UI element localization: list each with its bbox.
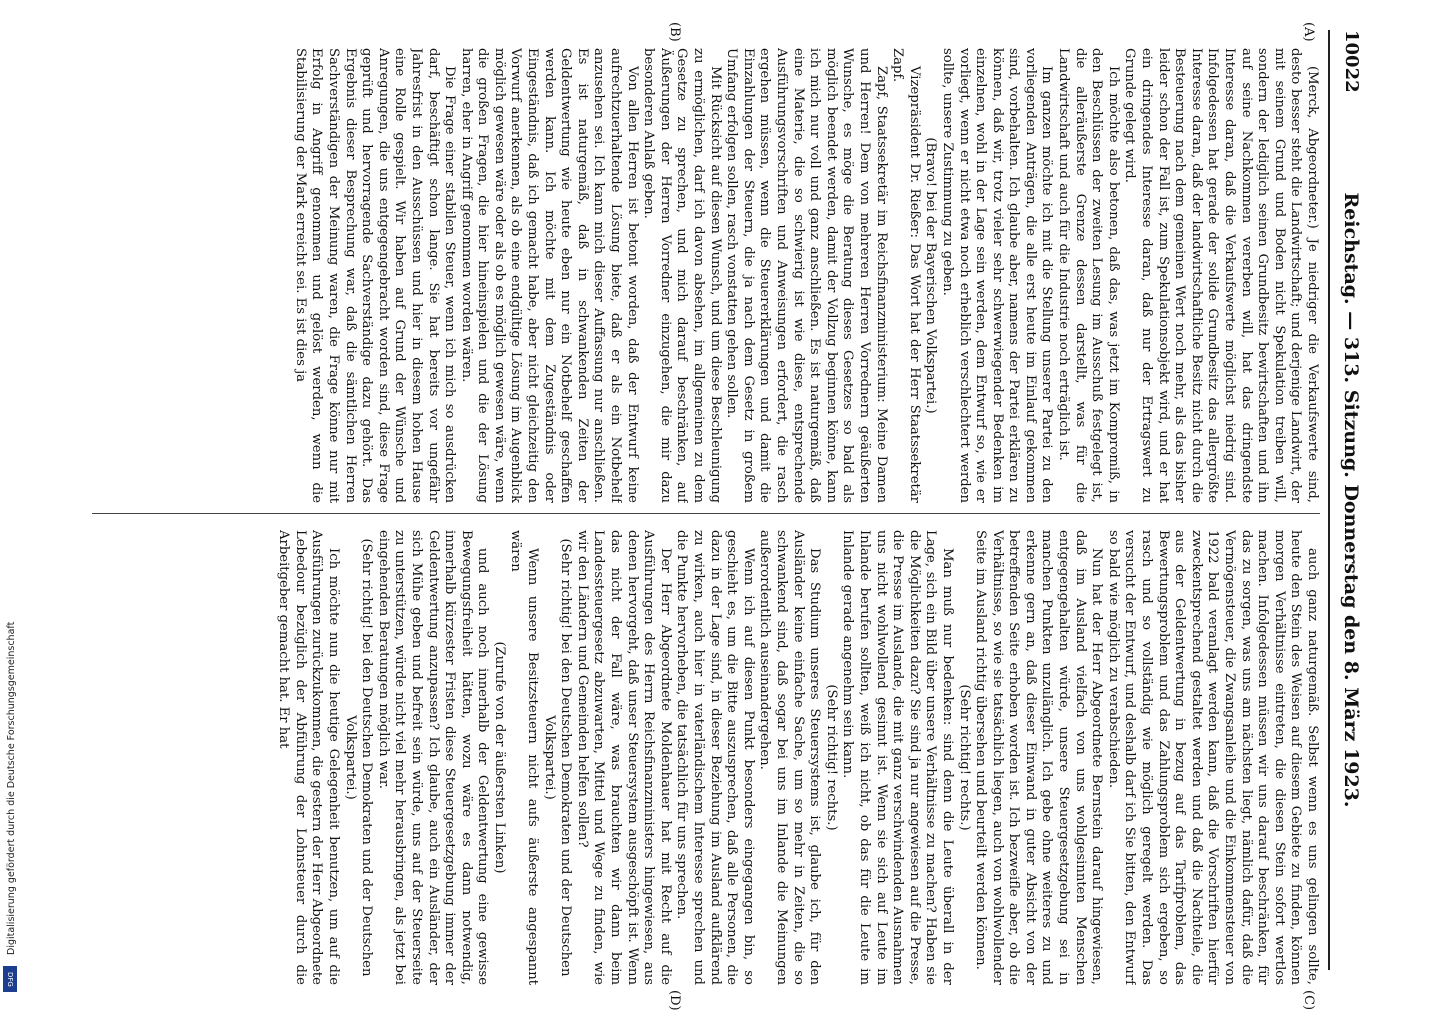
paragraph: Wenn ich auf diesen Punkt besonders eingegangen bin, so geschieht es, um die Bitte auszusprechen, daß alle Personen, die dazu in der Lage sind, in dieser Beziehung im Ausland aufklärend zu wirken, auch hier in vaterländischem Interesse sprechen und die Punkte hervorheben, die tatsächlich für uns sprechen. [674, 530, 756, 985]
paragraph: Vizepräsident Dr. Rießer: Das Wort hat der Herr Staatssekretär Zapf. [890, 48, 922, 503]
margin-mark-a: (A) [1301, 22, 1316, 42]
paragraph: und auch noch innerhalb der Geldentwertung eine gewisse Bewegungsfreiheit hätten, wozu wäre es dann notwendig, innerhalb kürzester Fristen diese Steuergesetzgebung immer der Geldentwertung anzupassen? Ich glaube, auch ein Ausländer, der sich Mühe geben und befreit sein würde, uns auf der Steuerseite zu unterstützen, würde nicht viel mehr herausbringen, als jetzt bei eingehenden Beratungen möglich war. [375, 530, 491, 985]
paragraph: auch ganz naturgemäß. Selbst wenn es uns gelingen sollte, heute den Stein des Weisen auf diesem Gebiete zu finden, können morgen Verhältnisse eintreten, die diesen Stein sofort wertlos machen. Infolgedessen müssen wir uns darauf beschränken, für das zu sorgen, was uns am nächsten liegt, nämlich dafür, daß die Vermögensteuer, die Zwangsanleihe und die Einkommensteuer von 1922 bald veranlagt werden kann, daß die Vorschriften hierfür zweckentsprechend gestaltet werden und daß die Nachteile, die aus der Geldentwertung in bezug auf das Tarifproblem, das Bewertungsproblem und das Zahlungsproblem sich ergeben, so rasch und so vollständig wie möglich geregelt werden. Das versucht der Entwurf, und deshalb darf ich Sie bitten, den Entwurf so bald wie möglich zu verabschieden. [1105, 530, 1320, 985]
credit-text: Digitalisierung gefördert durch die Deutsche Forschungsgemeinschaft [6, 621, 17, 955]
applause-note: (Sehr richtig! rechts.) [823, 684, 839, 831]
newspaper-page [52, 0, 1382, 1011]
paragraph: Ich möchte nun die heutige Gelegenheit benutzen, um auf die Ausführungen zurückzukommen, die gestern der Herr Abgeordnete Lebedour bezüglich der Abführung der Lohnsteuer durch die Arbeitgeber gemacht hat. Er hat [276, 530, 341, 985]
paragraph: Der Herr Abgeordnete Moldenhauer hat mit Recht auf die Ausführungen des Herrn Reichsfinanzministers hingewiesen, aus denen hervorgeht, daß unser Steuersystem ausgeschöpft ist. Wenn das nicht der Fall wäre, was brauchten wir dann beim Landessteuergesetz abzuwarten, Mittel und Wege zu finden, wie wir den Ländern und Gemeinden helfen sollen? [574, 530, 673, 985]
margin-mark-b: (B) [667, 22, 682, 42]
paragraph: Die Frage einer stabilen Steuer, wenn ich mich so ausdrücken darf, beschäftigt schon lange. Sie hat bereits vor ungefähr Jahresfrist in den Ausschüssen und hier in diesem hohen Hause eine Rolle gespielt. Wir haben auf Grund der Wünsche und Anregungen, die uns entgegengebracht worden sind, diese Frage geprüft und hervorragende Sachverständige dazu gehört. Das Ergebnis dieser Besprechung war, daß die sämtlichen Herren Sachverständigen der Meinung waren, die Frage könne nur mit Erfolg in Angriff genommen und gelöst werden, wenn die Stabilisierung der Mark erreicht sei. Es ist dies ja [292, 48, 458, 503]
digitization-credit [4, 40, 20, 980]
paragraph: Mit Rücksicht auf diesen Wunsch, und um diese Beschleunigung zu ermöglichen, darf ich davon absehen, im allgemeinen zu dem Gesetze zu sprechen, und mich darauf beschränken, auf Äußerungen der Herren Vorredner einzugehen, die mir dazu besonderen Anlaß geben. [641, 48, 723, 503]
paragraph: Ich möchte also betonen, daß das, was jetzt im Kompromiß, in den Beschlüssen der zweiten Lesung im Ausschuß festgelegt ist, die alleräußerste Grenze dessen darstellt, was für die Landwirtschaft und auch für die Industrie noch erträglich ist. [1056, 48, 1121, 503]
margin-mark-c: (C) [1301, 990, 1316, 1011]
applause-note: (Sehr richtig! rechts.) [956, 684, 972, 831]
paragraph: Wenn unsere Besitzsteuern nicht aufs äußerste angespannt wären [508, 530, 541, 985]
column-divider [92, 513, 1320, 514]
left-column [92, 48, 1320, 503]
paragraph: Im ganzen möchte ich mit die Stellung unserer Partei zu den vorliegenden Anträgen, die alle erst heute im Einlauf gekommen sind, vorbehalten. Ich glaube aber, namens der Partei erklären zu können, daß wir, trotz vieler sehr schwerwiegender Bedenken im einzelnen, wohl in der Lage sein werden, dem Entwurf so, wie er vorliegt, wenn er nicht etwa noch erheblich verschlechtert werden sollte, unsere Zustimmung zu geben. [939, 48, 1055, 503]
applause-note: (Sehr richtig! bei den Deutschen Demokraten und der Deutschen Volkspartei.) [541, 538, 574, 977]
right-column [92, 530, 1320, 985]
paragraph: Das Studium unseres Steuersystems ist, glaube ich, für den Ausländer keine einfache Sache, um so mehr in Zeiten, die so schwankend sind, daß sogar bei uns im Inlande die Meinungen außerordentlich auseinandergehen. [757, 530, 823, 985]
paragraph: Von allen Herren ist betont worden, daß der Entwurf keine aufrechtzuerhaltende Lösung biete, daß er als ein Notbehelf anzusehen sei. Ich kann mich dieser Auffassung nur anschließen. Es ist naturgemäß, daß in schwankenden Zeiten der Geldentwertung wie heute eben nur ein Notbehelf geschaffen werden kann. Ich möchte mit dem Zugeständnis oder Eingeständnis, daß ich gemacht habe, aber nicht gleichzeitig den Vorwurf anerkennen, als ob eine endgültige Lösung im Augenblick möglich gewesen wäre oder als ob es möglich gewesen wäre, wenn die großen Fragen, die hier hineinspielen und die der Lösung harren, eher in Angriff genommen worden wären. [458, 48, 640, 503]
page-title: Reichstag. — 313. Sitzung. Donnerstag den 8. März 1923. [1340, 192, 1362, 808]
page-number: 10022 [1341, 30, 1362, 93]
applause-note: (Bravo! bei der Bayerischen Volkspartei.) [923, 137, 939, 414]
paragraph: Zapf, Staatssekretär im Reichsfinanzministerium: Meine Damen und Herren! Dem von mehreren Herren Vorrednern geäußerten Wunsche, es möge die Beratung dieses Gesetzes so bald als möglich beendet werden, damit der Vollzug beginnen könne, kann ich mich nur voll und ganz anschließen. Es ist naturgemäß, daß eine Materie, die so schwierig ist wie diese, entsprechende Ausführungsvorschriften und Anweisungen erfordert, die rasch ergehen müssen, wenn die Steuererklärungen und damit die Einzahlungen der Steuern, die ja nach dem Gesetz in großem Umfang erfolgen sollen, rasch vonstatten gehen sollen. [724, 48, 889, 503]
applause-note: (Sehr richtig! bei den Deutschen Demokraten und der Deutschen Volkspartei.) [342, 538, 375, 977]
paragraph: (Merck, Abgeordneter.) Je niedriger die Verkaufswerte sind, desto besser steht die Landwirtschaft; und derjenige Landwirt, der mit seinem Grund und Boden nicht Spekulation treiben will, sondern der lediglich seinen Grundbesitz bewirtschaften und ihn auf seine Nachkommen vererben will, hat das dringendste Interesse daran, daß die Verkaufswerte möglichst niedrig sind. Infolgedessen hat gerade der solide Grundbesitz das allergrößte Interesse daran, daß der landwirtschaftliche Besitz nicht durch die Besteuerung nach dem gemeinen Wert noch mehr, als das bisher leider schon der Fall ist, zum Spekulationsobjekt wird, und er hat ein dringendes Interesse daran, daß nur der Ertragswert zu Grunde gelegt wird. [1122, 48, 1320, 503]
header-rule [1328, 30, 1330, 970]
margin-mark-d: (D) [667, 990, 682, 1011]
page-header [1336, 30, 1364, 970]
dfg-logo: DFG [3, 966, 17, 992]
paragraph: Nun hat der Herr Abgeordnete Bernstein darauf hingewiesen, daß im Ausland vielfach von uns wohlgesinnten Menschen entgegengehalten würde, unsere Steuergesetzgebung sei in manchen Punkten unzulänglich. Ich gebe ohne weiteres zu und erkenne gern an, daß dieser Einwand in guter Absicht von der betreffenden Seite erhoben worden ist. Ich bezweifle aber, ob die Verhältnisse, so wie sie tatsächlich liegen, auch von wohlwollender Seite im Ausland richtig übersehen und beurteilt werden können. [973, 530, 1105, 985]
paragraph: Man muß nur bedenken: sind denn die Leute überall in der Lage, sich ein Bild über unsere Verhältnisse zu machen? Haben sie die Möglichkeiten dazu? Sie sind ja nur angewiesen auf die Presse, die Presse im Auslande, die mit ganz verschwindenden Ausnahmen uns nicht wohlwollend gesinnt ist. Wenn sie sich auf Leute im Inlande berufen sollten, weiß ich nicht, ob das für die Leute im Inlande gerade angenehm sein kann. [840, 530, 955, 985]
applause-note: (Zurufe von der äußersten Linken) [491, 641, 507, 874]
